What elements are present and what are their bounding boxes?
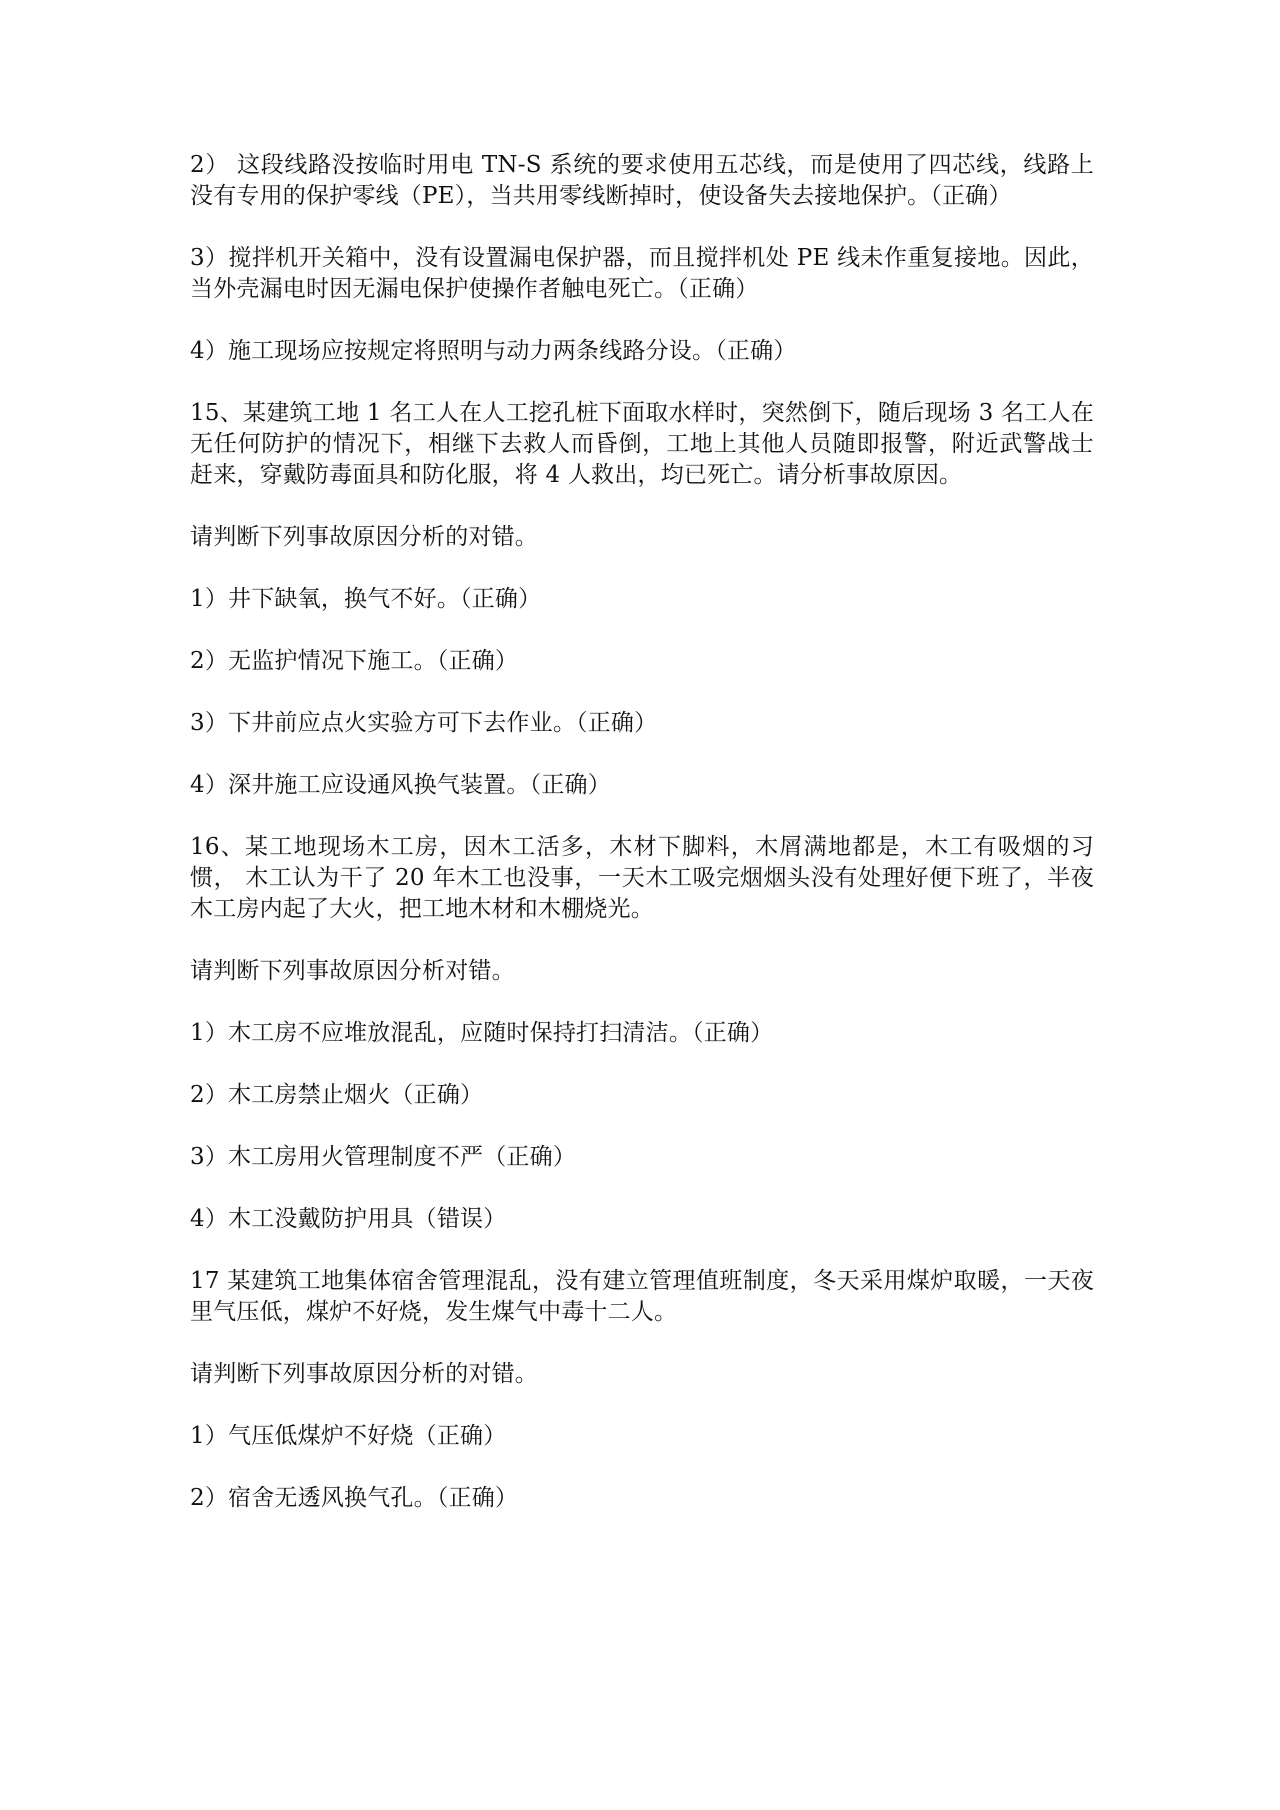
paragraph-q15-item-4: 4）深井施工应设通风换气装置。（正确） [190, 772, 611, 798]
paragraph-question-16: 16、某工地现场木工房，因木工活多，木材下脚料，木屑满地都是，木工有吸烟的习惯， 木工认为干了 20 年木工也没事，一天木工吸完烟烟头没有处理好便下班了，半夜木工房内起了大火，把工地木材和木棚烧光。 [190, 834, 1094, 922]
paragraph-item-3-mixer: 3）搅拌机开关箱中，没有设置漏电保护器，而且搅拌机处 PE 线未作重复接地。因此，当外壳漏电时因无漏电保护使操作者触电死亡。（正确） [190, 245, 1094, 302]
paragraph-q15-item-1: 1）井下缺氧，换气不好。（正确） [190, 586, 542, 612]
paragraph-q15-item-3: 3）下井前应点火实验方可下去作业。（正确） [190, 710, 658, 736]
paragraph-item-4-lines: 4）施工现场应按规定将照明与动力两条线路分设。（正确） [190, 338, 797, 364]
paragraph-instruction-17: 请判断下列事故原因分析的对错。 [190, 1361, 538, 1387]
paragraph-instruction-15: 请判断下列事故原因分析的对错。 [190, 524, 538, 550]
paragraph-item-2-cable: 2） 这段线路没按临时用电 TN-S 系统的要求使用五芯线，而是使用了四芯线，线路上没有专用的保护零线（PE），当共用零线断掉时，使设备失去接地保护。（正确） [190, 152, 1094, 209]
paragraph-question-17: 17 某建筑工地集体宿舍管理混乱，没有建立管理值班制度，冬天采用煤炉取暖，一天夜里气压低，煤炉不好烧，发生煤气中毒十二人。 [190, 1268, 1094, 1325]
paragraph-q17-item-2: 2）宿舍无透风换气孔。（正确） [190, 1485, 519, 1511]
paragraph-q16-item-1: 1）木工房不应堆放混乱，应随时保持打扫清洁。（正确） [190, 1020, 774, 1046]
paragraph-q16-item-2: 2）木工房禁止烟火（正确） [190, 1082, 484, 1108]
paragraph-q17-item-1: 1）气压低煤炉不好烧（正确） [190, 1423, 507, 1449]
paragraph-q16-item-4: 4）木工没戴防护用具（错误） [190, 1206, 507, 1232]
paragraph-instruction-16: 请判断下列事故原因分析对错。 [190, 958, 515, 984]
document-body [190, 150, 1094, 1514]
paragraph-q16-item-3: 3）木工房用火管理制度不严（正确） [190, 1144, 577, 1170]
paragraph-question-15: 15、某建筑工地 1 名工人在人工挖孔桩下面取水样时，突然倒下，随后现场 3 名工人在无任何防护的情况下，相继下去救人而昏倒，工地上其他人员随即报警，附近武警战士赶来，穿戴防毒面具和防化服，将 4 人救出，均已死亡。请分析事故原因。 [190, 400, 1094, 488]
paragraph-q15-item-2: 2）无监护情况下施工。（正确） [190, 648, 519, 674]
